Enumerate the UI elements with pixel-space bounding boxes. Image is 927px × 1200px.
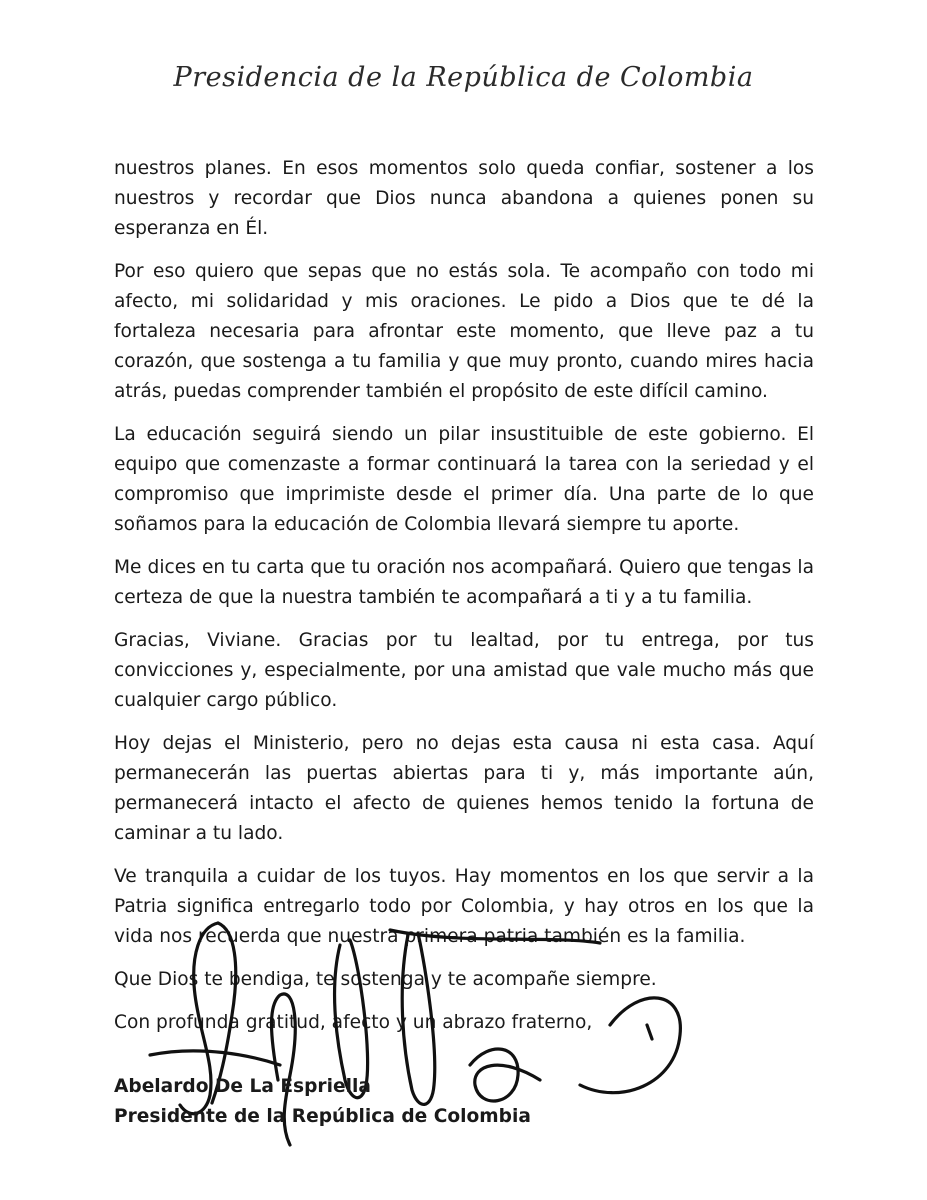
paragraph: Me dices en tu carta que tu oración nos acompañará. Quiero que tengas la certeza de que la nuestra también te acompañará a ti y a tu familia. xyxy=(114,557,814,608)
paragraph: Por eso quiero que sepas que no estás sola. Te acompaño con todo mi afecto, mi solidaridad y mis oraciones. Le pido a Dios que te dé la fortaleza necesaria para afrontar este momento, que lleve paz a tu corazón, que sostenga a tu familia y que muy pronto, cuando mires hacia atrás, puedas comprender también el propósito de este difícil camino. xyxy=(114,261,814,402)
closing-salutation: Con profunda gratitud, afecto y un abrazo fraterno, xyxy=(114,1012,593,1033)
paragraph: Hoy dejas el Ministerio, pero no dejas esta causa ni esta casa. Aquí permanecerán las puertas abiertas para ti y, más importante aún, permanecerá intacto el afecto de quienes hemos tenido la fortuna de caminar a tu lado. xyxy=(114,733,814,844)
signer-name: Abelardo De La Espriella xyxy=(114,1076,371,1097)
letterhead: Presidencia de la República de Colombia xyxy=(173,62,754,93)
paragraph: La educación seguirá siendo un pilar insustituible de este gobierno. El equipo que comenzaste a formar continuará la tarea con la seriedad y el compromiso que imprimiste desde el primer día. Una parte de lo que soñamos para la educación de Colombia llevará siempre tu aporte. xyxy=(114,424,814,535)
paragraph: Ve tranquila a cuidar de los tuyos. Hay momentos en los que servir a la Patria significa entregarlo todo por Colombia, y hay otros en los que la vida nos recuerda que nuestra primera patria también es la familia. xyxy=(114,866,814,947)
signer-block xyxy=(114,1072,531,1132)
closing-blessing: Que Dios te bendiga, te sostenga y te acompañe siempre. xyxy=(114,969,657,990)
paragraph: Gracias, Viviane. Gracias por tu lealtad, por tu entrega, por tus convicciones y, especialmente, por una amistad que vale mucho más que cualquier cargo público. xyxy=(114,630,814,711)
paragraph: nuestros planes. En esos momentos solo queda confiar, sostener a los nuestros y recordar que Dios nunca abandona a quienes ponen su esperanza en Él. xyxy=(114,158,814,239)
signer-title: Presidente de la República de Colombia xyxy=(114,1106,531,1127)
